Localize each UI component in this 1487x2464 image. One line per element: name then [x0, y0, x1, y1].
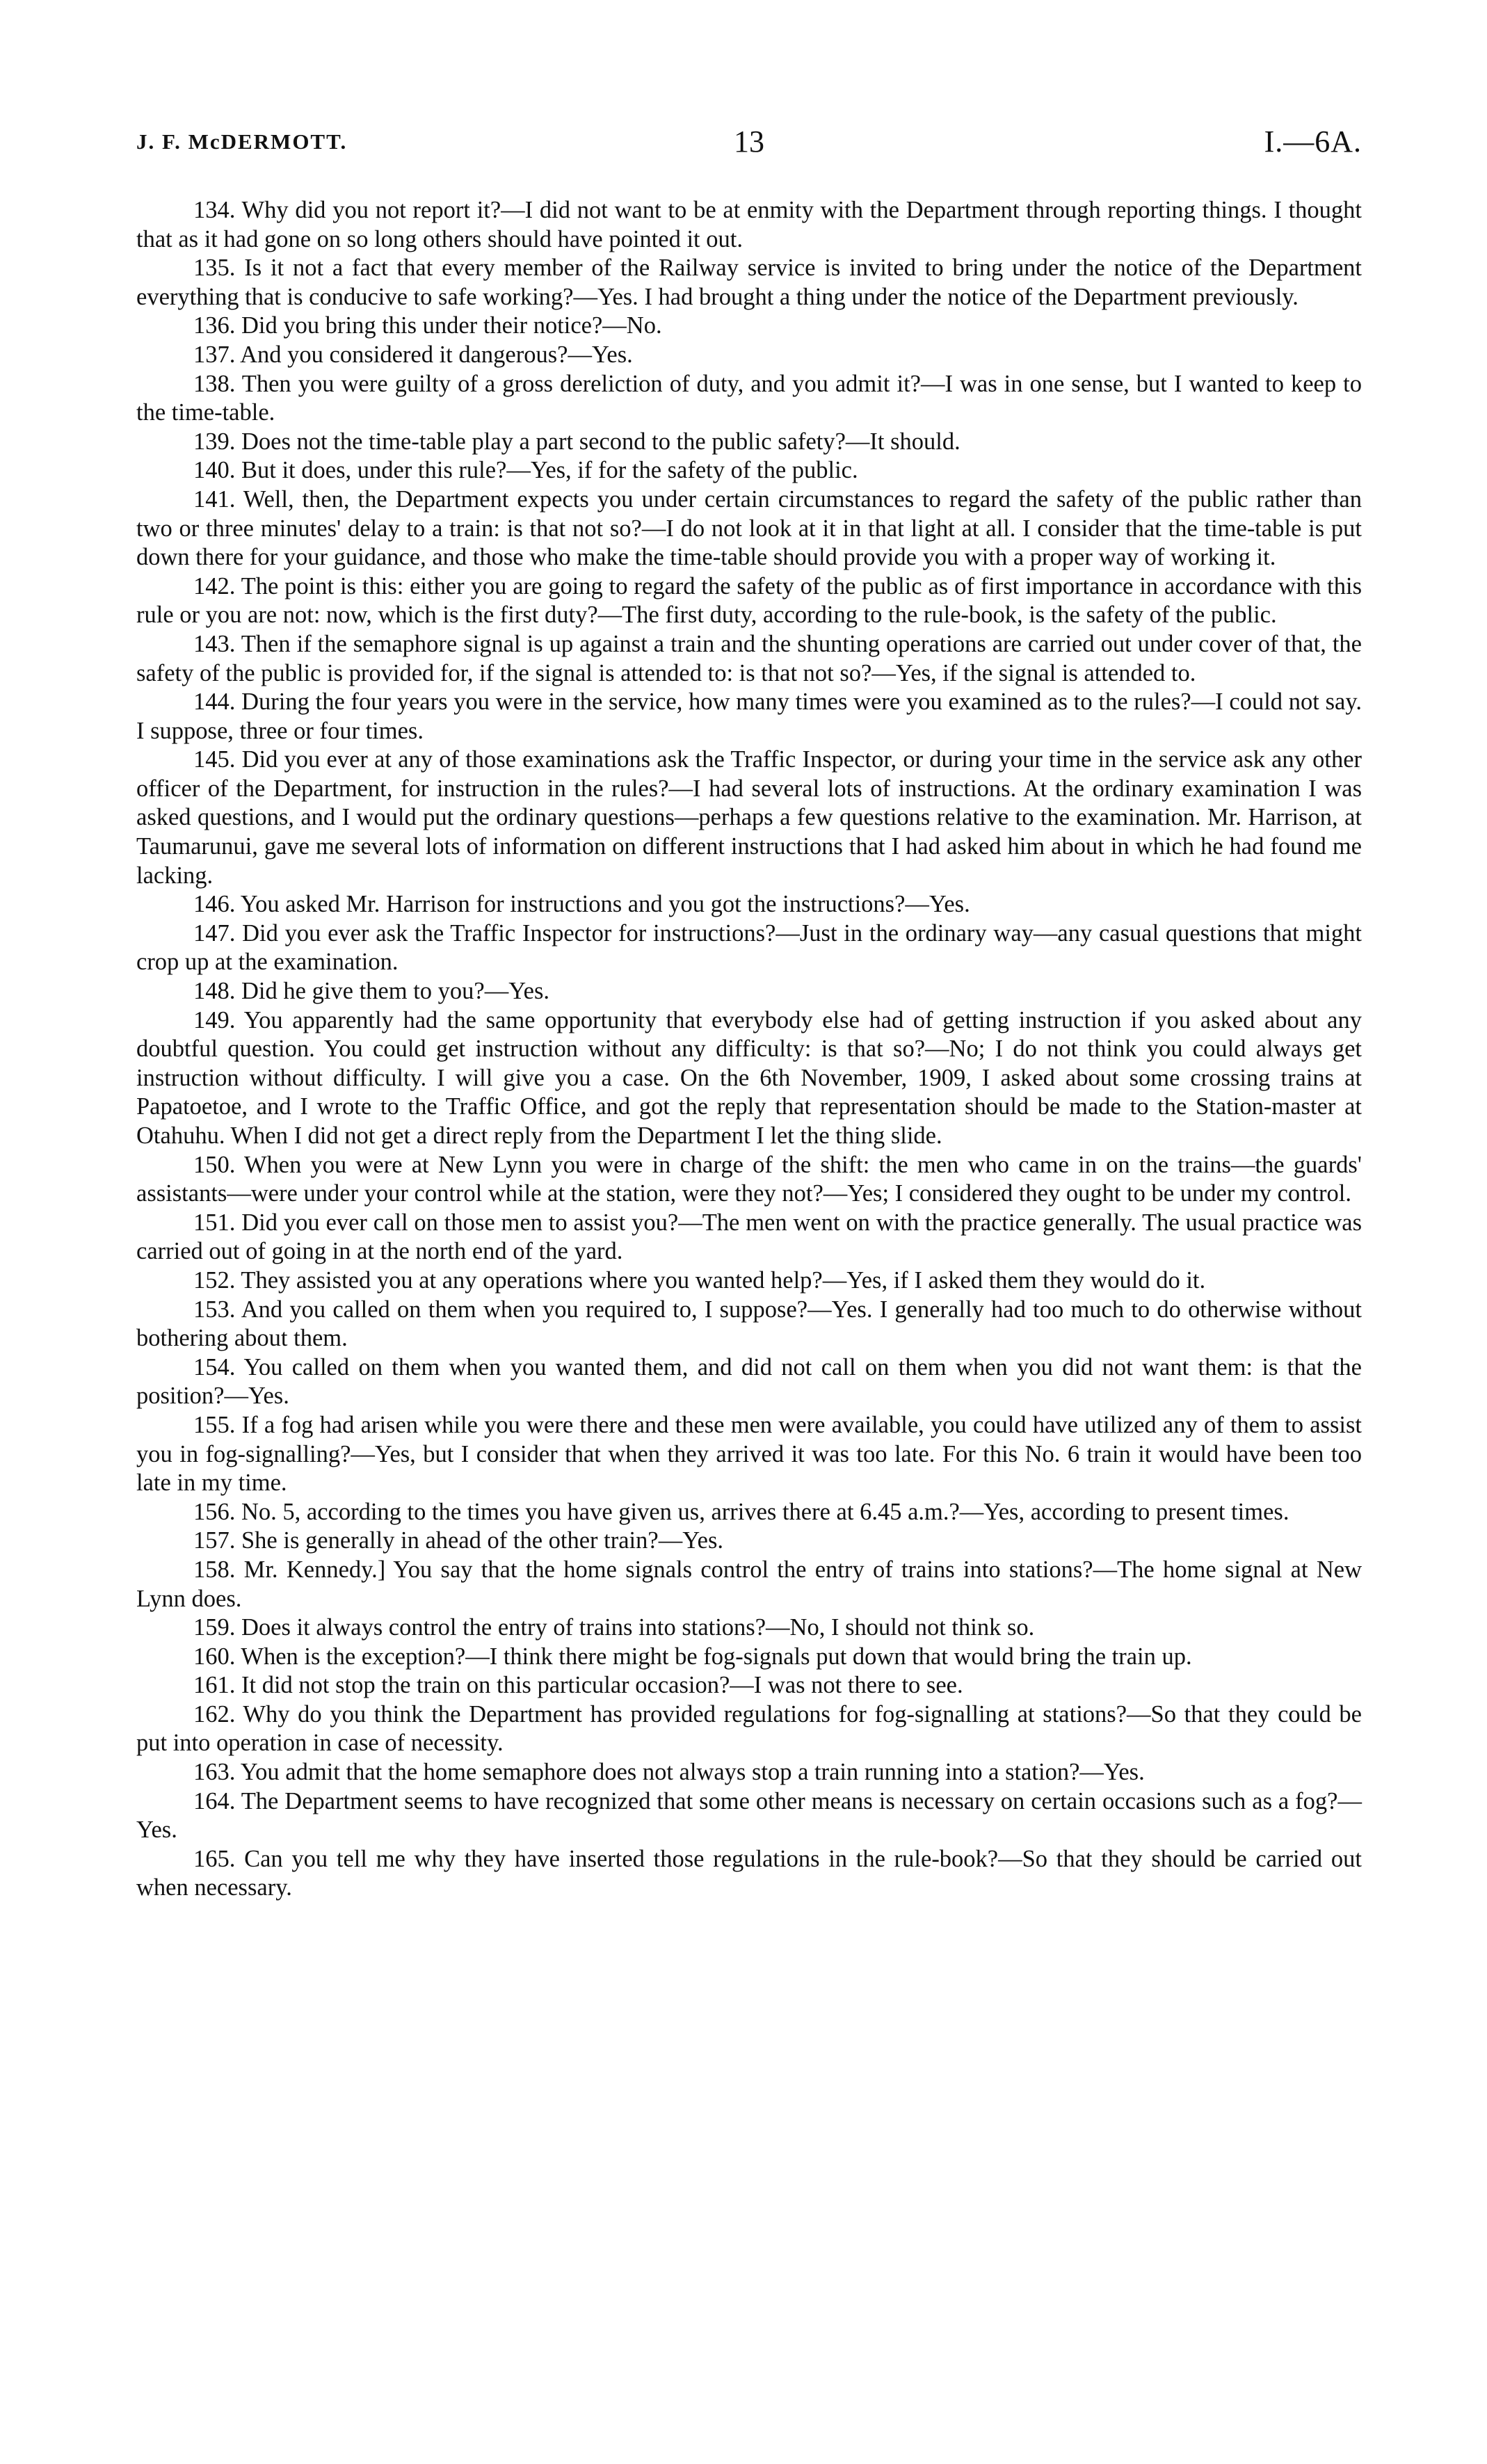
- paragraph: 142. The point is this: either you are going to regard the safety of the public as of first importance in accordance with this rule or you are not: now, which is the first duty?—The first duty, according to the rule-book, is the safety of the public.: [136, 572, 1362, 629]
- paragraph: 151. Did you ever call on those men to assist you?—The men went on with the practice generally. The usual practice was carried out of going in at the north end of the yard.: [136, 1209, 1362, 1265]
- paragraph: 148. Did he give them to you?—Yes.: [193, 978, 550, 1005]
- page-number: 13: [734, 124, 764, 159]
- paragraph: 159. Does it always control the entry of trains into stations?—No, I should not think so.: [193, 1614, 1035, 1641]
- paragraph: 165. Can you tell me why they have inserted those regulations in the rule-book?—So that they should be carried out when necessary.: [136, 1845, 1362, 1901]
- paragraph: 149. You apparently had the same opportunity that everybody else had of getting instruction if you asked about any doubtful question. You could get instruction without any difficulty: is that so?—No; I do not think you could always get instruction without difficulty. I will give you a case. On the 6th November, 1909, I asked about some crossing trains at Papatoetoe, and I wrote to the Traffic Office, and got the reply that representation should be made to the Station-master at Otahuhu. When I did not get a direct reply from the Department I let the thing slide.: [136, 1006, 1362, 1149]
- paragraph: 138. Then you were guilty of a gross dereliction of duty, and you admit it?—I was in one sense, but I wanted to keep to the time-table.: [136, 370, 1362, 426]
- paragraph: 136. Did you bring this under their notice?—No.: [193, 312, 662, 339]
- paragraph: 143. Then if the semaphore signal is up against a train and the shunting operations are carried out under cover of that, the safety of the public is provided for, if the signal is attended to: is that not so?—Yes, if the signal is attended to.: [136, 630, 1362, 686]
- paragraph: 153. And you called on them when you required to, I suppose?—Yes. I generally had too much to do otherwise without bothering about them.: [136, 1296, 1362, 1352]
- paragraph: 163. You admit that the home semaphore does not always stop a train running into a station?—Yes.: [193, 1759, 1145, 1786]
- paragraph: 146. You asked Mr. Harrison for instructions and you got the instructions?—Yes.: [193, 891, 970, 918]
- paragraph: 137. And you considered it dangerous?—Yes.: [193, 341, 633, 368]
- paragraph: 161. It did not stop the train on this particular occasion?—I was not there to see.: [193, 1672, 963, 1699]
- paragraph: 156. No. 5, according to the times you have given us, arrives there at 6.45 a.m.?—Yes, according to present times.: [193, 1498, 1289, 1525]
- paragraph: 141. Well, then, the Department expects you under certain circumstances to regard the safety of the public rather than two or three minutes' delay to a train: is that not so?—I do not look at it in that light at all. I consider that the time-table is put down there for your guidance, and those who make the time-table should provide you with a proper way of working it.: [136, 485, 1362, 571]
- paragraph: 155. If a fog had arisen while you were there and these men were available, you could have utilized any of them to assist you in fog-signalling?—Yes, but I consider that when they arrived it was too late. For this No. 6 train it would have been too late in my time.: [136, 1411, 1362, 1497]
- paragraph: 147. Did you ever ask the Traffic Inspector for instructions?—Just in the ordinary way—any casual questions that might crop up at the examination.: [136, 919, 1362, 976]
- paragraph: 145. Did you ever at any of those examinations ask the Traffic Inspector, or during your time in the service ask any other officer of the Department, for instruction in the rules?—I had several lots of instructions. At the ordinary examination I was asked questions, and I would put the ordinary questions—perhaps a few questions relative to the examination. Mr. Harrison, at Taumarunui, gave me several lots of information on different instructions that I had asked him about in which he had found me lacking.: [136, 746, 1362, 889]
- paragraph: 157. She is generally in ahead of the other train?—Yes.: [193, 1527, 724, 1554]
- paragraph: 139. Does not the time-table play a part second to the public safety?—It should.: [193, 428, 960, 455]
- paragraph: 160. When is the exception?—I think there might be fog-signals put down that would bring the train up.: [193, 1643, 1192, 1670]
- paper-reference: I.—6A.: [1264, 124, 1362, 159]
- paragraph: 152. They assisted you at any operations where you wanted help?—Yes, if I asked them they would do it.: [193, 1266, 1206, 1294]
- witness-name: J. F. McDERMOTT.: [136, 129, 348, 154]
- paragraph: 150. When you were at New Lynn you were in charge of the shift: the men who came in on the trains—the guards' assistants—were under your control while at the station, were they not?—Yes; I considered they ought to be under my control.: [136, 1151, 1362, 1207]
- paragraph: 154. You called on them when you wanted them, and did not call on them when you did not want them: is that the position?—Yes.: [136, 1353, 1362, 1410]
- paragraph: 162. Why do you think the Department has provided regulations for fog-signalling at stations?—So that they could be put into operation in case of necessity.: [136, 1700, 1362, 1757]
- paragraph: 140. But it does, under this rule?—Yes, if for the safety of the public.: [193, 457, 858, 484]
- paragraph: 135. Is it not a fact that every member of the Railway service is invited to bring under the notice of the Department everything that is conducive to safe working?—Yes. I had brought a thing under the notice of the Department previously.: [136, 255, 1362, 310]
- paragraph: 144. During the four years you were in the service, how many times were you examined as to the rules?—I could not say. I suppose, three or four times.: [136, 689, 1362, 744]
- paragraph: 134. Why did you not report it?—I did not want to be at enmity with the Department through reporting things. I thought that as it had gone on so long others should have pointed it out.: [136, 197, 1362, 252]
- paragraph: 164. The Department seems to have recognized that some other means is necessary on certain occasions such as a fog?—Yes.: [136, 1787, 1362, 1844]
- testimony-body: [136, 196, 1362, 1903]
- paragraph: 158. Mr. Kennedy.] You say that the home signals control the entry of trains into stations?—The home signal at New Lynn does.: [136, 1556, 1362, 1612]
- page-header: [136, 124, 1362, 172]
